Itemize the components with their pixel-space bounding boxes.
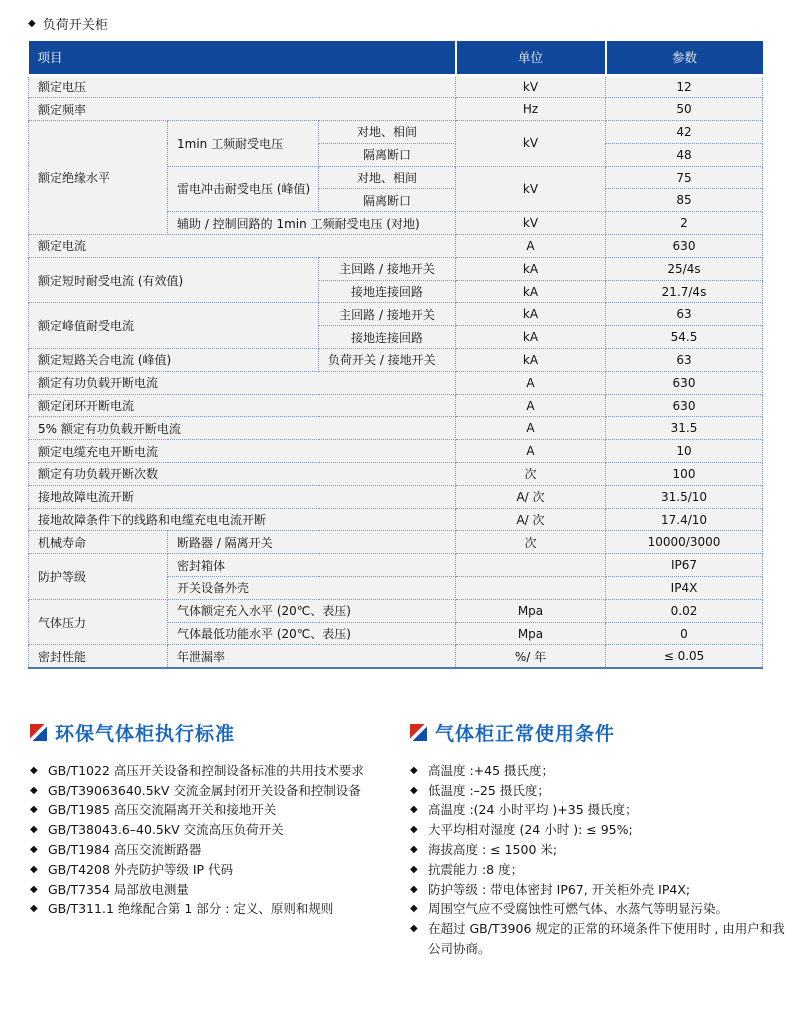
spec-cell: kA [456, 257, 606, 280]
diamond-bullet-icon: ◆ [410, 903, 418, 915]
spec-cell: kV [456, 121, 606, 167]
spec-cell: 辅助 / 控制回路的 1min 工频耐受电压 (对地) [168, 212, 456, 235]
list-item [30, 800, 382, 820]
spec-cell: 气体额定充入水平 (20℃、表压) [168, 599, 456, 622]
spec-table-header [29, 41, 763, 75]
list-item [410, 781, 792, 801]
spec-cell: 31.5/10 [606, 485, 763, 508]
spec-cell: 25/4s [606, 257, 763, 280]
page-title-text: 负荷开关柜 [42, 18, 108, 33]
list-item-text: 低温度 :–25 摄氏度； [428, 782, 550, 798]
list-item-text: 高温度 :(24 小时平均 )+35 摄氏度； [428, 802, 638, 818]
spec-cell: 54.5 [606, 326, 763, 349]
spec-cell: A/ 次 [456, 485, 606, 508]
section-conditions [410, 719, 792, 959]
list-item-text: 在超过 GB/T3906 规定的正常的环境条件下使用时 , 由用户和我公司协商。 [428, 921, 785, 956]
spec-cell: 对地、相间 [319, 121, 456, 144]
spec-cell: 额定电流 [29, 235, 456, 258]
list-item-text: GB/T7354 局部放电测量 [48, 881, 189, 897]
list-item-text: 高温度 :+45 摄氏度； [428, 762, 555, 778]
spec-cell: Mpa [456, 599, 606, 622]
spec-cell: 接地故障电流开断 [29, 485, 456, 508]
diamond-bullet-icon: ◆ [410, 784, 418, 796]
list-item [30, 899, 382, 919]
diamond-bullet-icon: ◆ [30, 804, 38, 816]
spec-cell: 31.5 [606, 417, 763, 440]
spec-cell: 次 [456, 463, 606, 486]
col-header-item: 项目 [29, 41, 456, 75]
table-row [29, 599, 763, 622]
spec-cell: 0.02 [606, 599, 763, 622]
table-row [29, 508, 763, 531]
spec-cell: 42 [606, 121, 763, 144]
diamond-bullet-icon: ◆ [28, 18, 36, 29]
spec-cell: 21.7/4s [606, 280, 763, 303]
list-item [410, 761, 792, 781]
list-item [30, 860, 382, 880]
spec-cell: kV [456, 75, 606, 98]
spec-cell: A [456, 371, 606, 394]
list-item [30, 880, 382, 900]
list-item [410, 899, 792, 919]
bottom-sections [30, 719, 800, 959]
header-row [29, 41, 763, 75]
table-row [29, 417, 763, 440]
list-item-text: 抗震能力 :8 度； [428, 861, 524, 877]
spec-table [28, 41, 763, 669]
spec-cell: 17.4/10 [606, 508, 763, 531]
table-row [29, 75, 763, 98]
list-item [410, 820, 792, 840]
list-item [30, 781, 382, 801]
list-item-text: GB/T39063640.5kV 交流金属封闭开关设备和控制设备 [48, 782, 361, 798]
spec-cell: A [456, 235, 606, 258]
list-item-text: 防护等级 : 带电体密封 IP67, 开关柜外壳 IP4X; [428, 881, 691, 897]
spec-cell: 630 [606, 235, 763, 258]
spec-cell: 接地连接回路 [319, 326, 456, 349]
diamond-bullet-icon: ◆ [30, 883, 38, 895]
table-row [29, 121, 763, 144]
list-item [30, 761, 382, 781]
list-item [30, 840, 382, 860]
spec-cell: 雷电冲击耐受电压 (峰值) [168, 166, 319, 212]
diamond-bullet-icon: ◆ [30, 824, 38, 836]
spec-cell: 防护等级 [29, 554, 168, 600]
page [0, 14, 800, 1017]
diamond-bullet-icon: ◆ [410, 883, 418, 895]
spec-cell: 年泄漏率 [168, 645, 456, 668]
list-item [30, 820, 382, 840]
list-item-text: 周围空气应不受腐蚀性可燃气体、水蒸气等明显污染。 [428, 901, 729, 917]
list-item-text: GB/T4208 外壳防护等级 IP 代码 [48, 861, 234, 877]
list-item [410, 880, 792, 900]
spec-cell: 对地、相间 [319, 166, 456, 189]
diamond-bullet-icon: ◆ [30, 863, 38, 875]
spec-cell: 50 [606, 98, 763, 121]
spec-cell: kA [456, 303, 606, 326]
table-row [29, 554, 763, 577]
spec-cell: %/ 年 [456, 645, 606, 668]
diamond-bullet-icon: ◆ [30, 764, 38, 776]
section-standards [30, 719, 382, 959]
split-square-icon [30, 724, 47, 741]
spec-cell: 额定短路关合电流 (峰值) [29, 349, 319, 372]
table-row [29, 394, 763, 417]
diamond-bullet-icon: ◆ [30, 843, 38, 855]
spec-cell: ≤ 0.05 [606, 645, 763, 668]
spec-cell: 次 [456, 531, 606, 554]
conditions-title: 气体柜正常使用条件 [435, 722, 616, 745]
standards-title: 环保气体柜执行标准 [55, 722, 236, 745]
table-row [29, 235, 763, 258]
spec-cell: 85 [606, 189, 763, 212]
col-header-param: 参数 [606, 41, 763, 75]
list-item-text: GB/T1985 高压交流隔离开关和接地开关 [48, 802, 277, 818]
spec-cell: 断路器 / 隔离开关 [168, 531, 456, 554]
spec-cell: 额定电压 [29, 75, 456, 98]
spec-cell: 负荷开关 / 接地开关 [319, 349, 456, 372]
diamond-bullet-icon: ◆ [410, 843, 418, 855]
table-row [29, 485, 763, 508]
list-item [410, 840, 792, 860]
spec-cell: 额定闭环开断电流 [29, 394, 456, 417]
spec-cell: 1min 工频耐受电压 [168, 121, 319, 167]
diamond-bullet-icon: ◆ [410, 764, 418, 776]
list-item-text: 大平均相对湿度 (24 小时 ): ≤ 95%; [428, 822, 633, 838]
spec-cell: 接地故障条件下的线路和电缆充电电流开断 [29, 508, 456, 531]
spec-cell: A [456, 440, 606, 463]
spec-cell: 气体压力 [29, 599, 168, 645]
list-item [410, 860, 792, 880]
spec-cell: 主回路 / 接地开关 [319, 257, 456, 280]
diamond-bullet-icon: ◆ [30, 784, 38, 796]
diamond-bullet-icon: ◆ [410, 804, 418, 816]
spec-cell [456, 554, 606, 577]
spec-cell: 额定有功负载开断电流 [29, 371, 456, 394]
spec-cell: 48 [606, 143, 763, 166]
spec-cell: 10 [606, 440, 763, 463]
spec-cell: kV [456, 212, 606, 235]
spec-cell: 额定绝缘水平 [29, 121, 168, 235]
spec-cell [456, 577, 606, 600]
spec-cell: 5% 额定有功负载开断电流 [29, 417, 456, 440]
table-row [29, 371, 763, 394]
spec-cell: 630 [606, 394, 763, 417]
spec-cell: 75 [606, 166, 763, 189]
spec-cell: A [456, 417, 606, 440]
spec-cell: 额定峰值耐受电流 [29, 303, 319, 349]
spec-cell: 接地连接回路 [319, 280, 456, 303]
standards-list [30, 761, 382, 919]
list-item-text: GB/T311.1 绝缘配合第 1 部分 : 定义、原则和规则 [48, 901, 334, 917]
conditions-heading [410, 719, 792, 746]
table-row [29, 531, 763, 554]
diamond-bullet-icon: ◆ [410, 824, 418, 836]
spec-cell: 额定频率 [29, 98, 456, 121]
spec-cell: 隔离断口 [319, 189, 456, 212]
spec-cell: 机械寿命 [29, 531, 168, 554]
spec-cell: 2 [606, 212, 763, 235]
split-square-icon [410, 724, 427, 741]
spec-cell: 63 [606, 303, 763, 326]
spec-cell: 100 [606, 463, 763, 486]
spec-cell: 630 [606, 371, 763, 394]
spec-cell: Hz [456, 98, 606, 121]
spec-cell: 主回路 / 接地开关 [319, 303, 456, 326]
spec-cell: 开关设备外壳 [168, 577, 456, 600]
list-item [410, 919, 792, 959]
spec-cell: IP67 [606, 554, 763, 577]
spec-cell: 密封箱体 [168, 554, 456, 577]
spec-cell: kA [456, 349, 606, 372]
spec-cell: 额定短时耐受电流 (有效值) [29, 257, 319, 303]
spec-cell: A/ 次 [456, 508, 606, 531]
spec-cell: Mpa [456, 622, 606, 645]
spec-cell: kA [456, 326, 606, 349]
list-item-text: GB/T1984 高压交流断路器 [48, 841, 202, 857]
list-item-text: GB/T1022 高压开关设备和控制设备标准的共用技术要求 [48, 762, 364, 778]
table-row [29, 349, 763, 372]
spec-cell: 密封性能 [29, 645, 168, 668]
spec-cell: A [456, 394, 606, 417]
spec-cell: 12 [606, 75, 763, 98]
page-title [28, 14, 800, 33]
table-row [29, 463, 763, 486]
spec-cell: IP4X [606, 577, 763, 600]
spec-cell: 额定有功负载开断次数 [29, 463, 456, 486]
diamond-bullet-icon: ◆ [30, 903, 38, 915]
spec-cell: 0 [606, 622, 763, 645]
table-row [29, 645, 763, 668]
table-row [29, 98, 763, 121]
spec-cell: kA [456, 280, 606, 303]
diamond-bullet-icon: ◆ [410, 863, 418, 875]
spec-cell: 10000/3000 [606, 531, 763, 554]
spec-cell: kV [456, 166, 606, 212]
list-item [410, 800, 792, 820]
spec-table-body [29, 75, 763, 668]
list-item-text: GB/T38043.6–40.5kV 交流高压负荷开关 [48, 822, 284, 838]
diamond-bullet-icon: ◆ [410, 923, 418, 935]
standards-heading [30, 719, 382, 746]
table-row [29, 440, 763, 463]
spec-cell: 额定电缆充电开断电流 [29, 440, 456, 463]
col-header-unit: 单位 [456, 41, 606, 75]
spec-cell: 63 [606, 349, 763, 372]
spec-cell: 气体最低功能水平 (20℃、表压) [168, 622, 456, 645]
conditions-list [410, 761, 792, 959]
table-row [29, 257, 763, 280]
table-row [29, 303, 763, 326]
list-item-text: 海拔高度 : ≤ 1500 米; [428, 841, 558, 857]
spec-cell: 隔离断口 [319, 143, 456, 166]
